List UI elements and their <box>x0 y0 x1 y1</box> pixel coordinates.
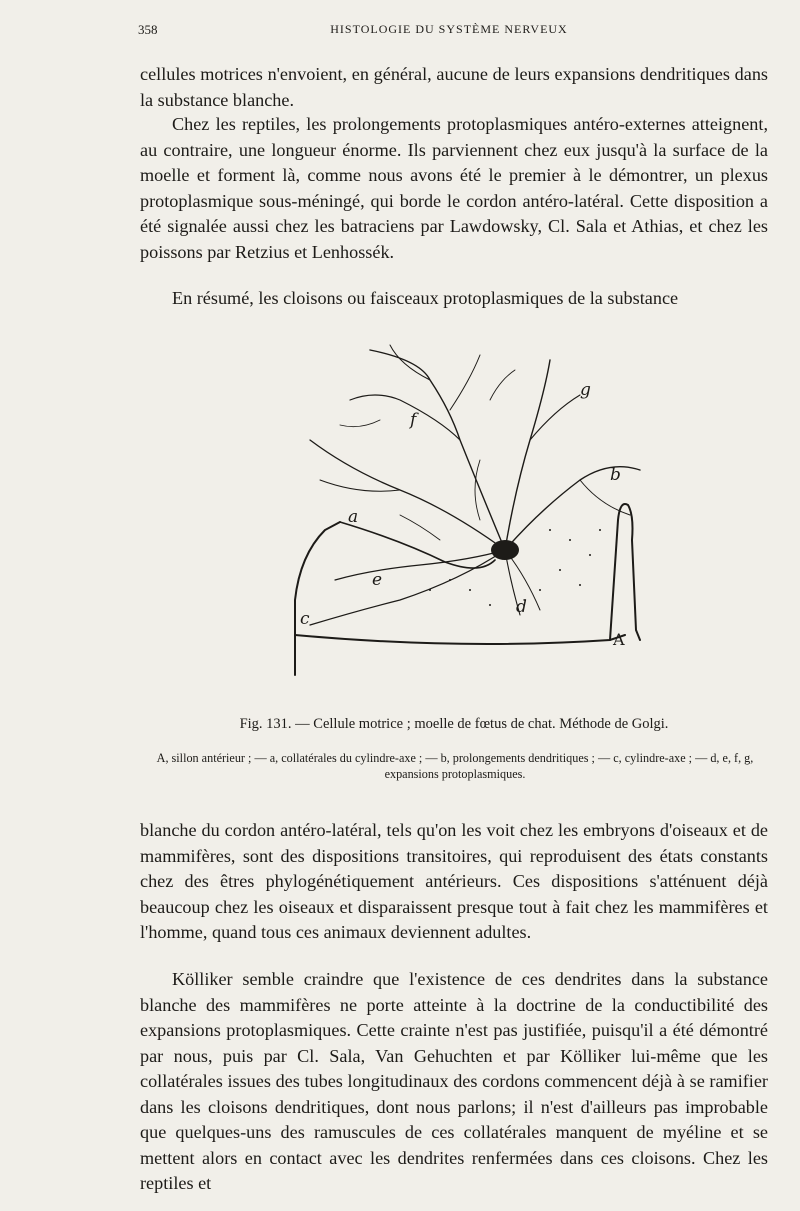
page-number: 358 <box>138 22 158 37</box>
label-d: d <box>516 597 527 617</box>
paragraph-4: blanche du cordon antéro-latéral, tels qu'on les voit chez les embryons d'oiseaux et de mammifères, sont des dispositions transitoires, qui reproduisent des états constants chez des êtres phylogénétiquement antérieurs. Ces dispositions s'atténuent déjà beaucoup chez les oiseaux et disparaissent presque tout à fait chez les mammifères et l'homme, quand tous ces animaux deviennent adultes. <box>140 820 768 942</box>
spinal-cord-outline <box>295 504 640 675</box>
label-g: g <box>580 380 591 400</box>
label-e: e <box>372 570 383 590</box>
paragraph-5: Kölliker semble craindre que l'existence de ces dendrites dans la substance blanche des mammifères ne porte atteinte à la doctrine de la conductibilité des expansions protoplasmiques. Cette crainte n'est pas justifiée, puisqu'il a été démontré par nous, puis par Cl. Sala, Van Gehuchten et par Kölliker lui-même que les collatérales issues des tubes longitudinaux des cordons commencent déjà à se ramifier dans les cloisons dendritiques, dont nous parlons; il n'est d'ailleurs pas improbable que quelques-uns des ramuscules de ces collatérales manquent de myéline et se mettent alors en contact avec les dendrites renfermées dans ces cloisons. Chez les reptiles et <box>140 969 768 1193</box>
running-title: HISTOLOGIE DU SYSTÈME NERVEUX <box>330 22 568 36</box>
cell-body <box>491 540 519 560</box>
label-b: b <box>610 465 621 485</box>
motor-cell-illustration <box>280 340 660 685</box>
running-header <box>138 22 760 42</box>
figure-caption-legend: A, sillon antérieur ; — a, collatérales du cylindre-axe ; — b, prolongements dendritiques ; — c, cylindre-axe ; — d, e, f, g, expansions protoplasmiques. <box>156 751 754 781</box>
figure-caption-title: Fig. 131. — Cellule motrice ; moelle de fœtus de chat. Méthode de Golgi. <box>239 716 669 732</box>
label-a: a <box>348 507 359 527</box>
label-c: c <box>300 609 310 629</box>
label-A: A <box>613 630 625 649</box>
paragraph-2: Chez les reptiles, les prolongements protoplasmiques antéro-externes atteignent, au contraire, une longueur énorme. Ils parviennent chez eux jusqu'à la surface de la moelle et forment là, comme nous avons été le premier à le démontrer, un plexus protoplasmique sous-méningé, qui borde le cordon antéro-latéral. Cette disposition a été signalée aussi chez les batraciens par Lawdowsky, Cl. Sala et Athias, et chez les poissons par Retzius et Lenhossék. <box>140 114 768 262</box>
label-f: f <box>410 410 417 430</box>
paragraph-3: En résumé, les cloisons ou faisceaux protoplasmiques de la substance <box>172 288 679 308</box>
paragraph-1: cellules motrices n'envoient, en général, aucune de leurs expansions dendritiques dans la substance blanche. <box>140 64 768 110</box>
